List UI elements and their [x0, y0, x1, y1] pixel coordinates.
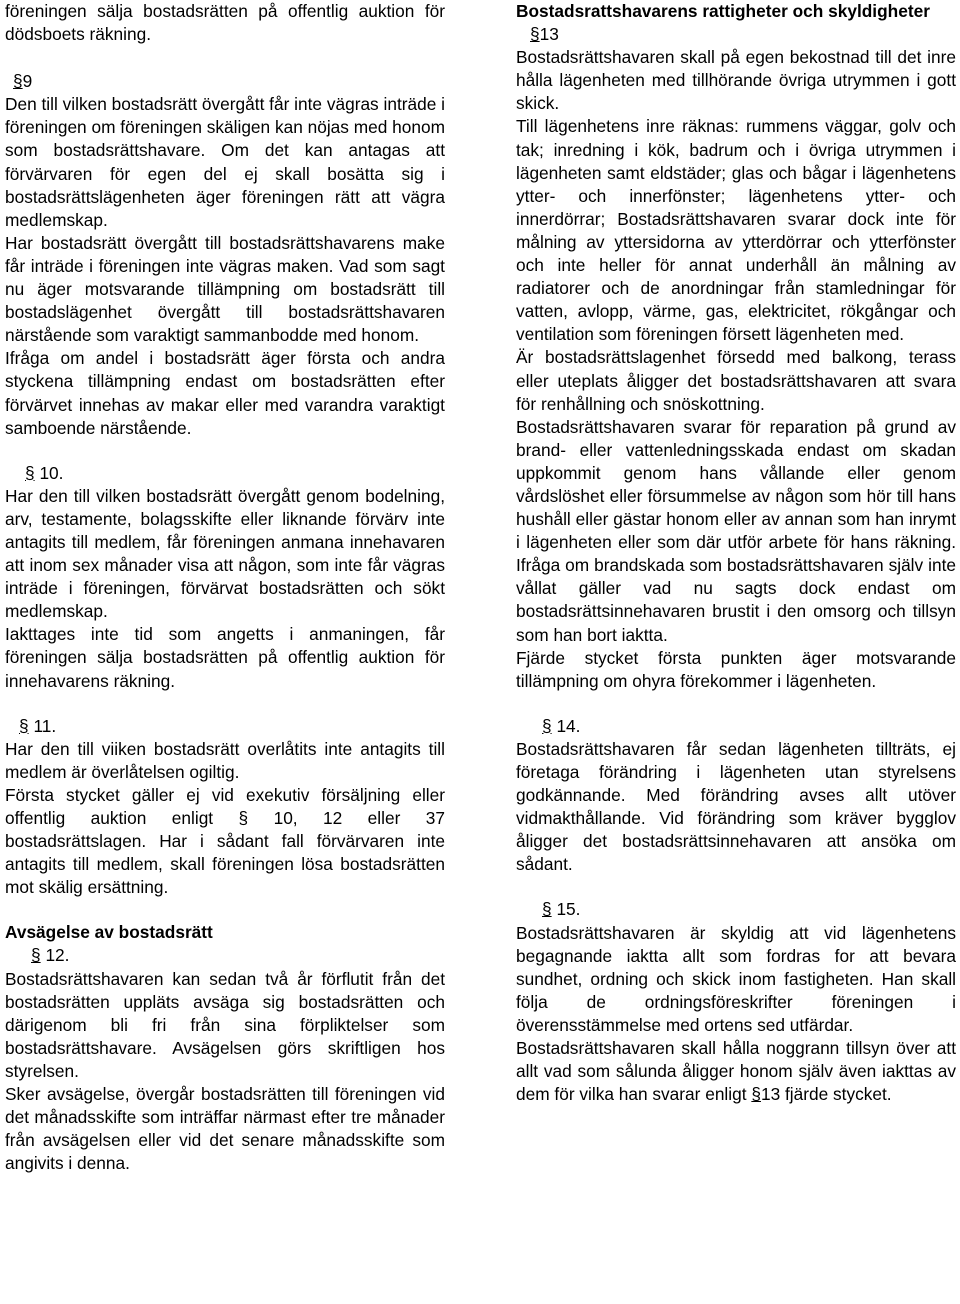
section-reference-text: 13 fjärde stycket. [760, 1084, 892, 1105]
section-15-number: § 15. [542, 899, 581, 920]
section-15-paragraph-2: Bostadsrättshavaren skall hålla noggrann tillsyn över att allt vad som sålunda åligger honom själv även iakttas av dem för vilka han svarar enligt §13 fjärde stycket. [516, 1038, 956, 1105]
section-10-paragraph-1: Har den till vilken bostadsrätt övergått genom bodelning, arv, testamente, bolagsskifte eller liknande förvärv inte antagits till medlem, får föreningen anmana innehavaren att inom sex månader visa att någon, som inte får vägras inträde i föreningen, förvärvat bostadsrätten och sökt medlemskap. [5, 485, 445, 622]
section-12-paragraph-2: Sker avsägelse, övergår bostadsrätten till föreningen vid det månadsskifte som inträffar närmast efter tre månader från avsägelsen eller vid det senare månadsskifte som angivits i denna. [5, 1084, 445, 1174]
section-9-paragraph-2: Har bostadsrätt övergått till bostadsrättshavarens make får inträde i föreningen inte vägras maken. Vad som sagt nu äger motsvarande tillämpning om bostadsrätt till bostadslägenhet övergått till bostadsrättshavaren närstående som varaktigt sammanbodde med honom. [5, 232, 445, 346]
section-9-number: §9 [13, 71, 33, 92]
section-11-number: § 11. [19, 715, 57, 736]
section-13-paragraph-5: Fjärde stycket första punkten äger motsvarande tillämpning om ohyra förekommer i lägenheten. [516, 647, 956, 691]
section-11-paragraph-2: Första stycket gäller ej vid exekutiv försäljning eller offentlig auktion enligt § 10, 12 eller 37 bostadsrättslagen. Har i sådant fall förvärvaren inte antagits till medlem, skall föreningen lösa bostadsrätten mot skälig ersättning. [5, 784, 445, 898]
heading-rattigheter: Bostadsrattshavarens rattigheter och skyldigheter [516, 1, 930, 21]
section-15-paragraph-1: Bostadsrättshavaren är skyldig att vid lägenhetens begagnande iaktta allt som fordras for att bevara sundhet, ordning och skick inom fastigheten. Han skall följa de ordningsföreskrifter föreningen i överensstämmelse med ortens sed utfärdar. [516, 922, 956, 1035]
section-11-paragraph-1: Har den till viiken bostadsrätt overlåtits inte antagits till medlem är överlåtelsen ogiltig. [5, 738, 445, 782]
heading-avsagelse: Avsägelse av bostadsrätt [5, 922, 213, 943]
section-12-number: § 12. [31, 945, 70, 966]
section-14-number: § 14. [542, 715, 581, 736]
section-12-paragraph-1: Bostadsrättshavaren kan sedan två år förflutit från det bostadsrätten uppläts avsäga sig bostadsrätten och därigenom bli fri från sina förpliktelser som bostadsrättshavare. Avsägelsen görs skriftligen hos styrelsen. [5, 968, 445, 1081]
section-13-paragraph-2: Till lägenhetens inre räknas: rummens väggar, golv och tak; inredning i kök, badrum och i övriga utrymmen i lägenheten samt eldstäder; glas och bågar i lägenhetens ytter- och innerfönster; lägenhetens ytter- och innerdörrar; Bostadsrättshavaren svarar dock inte för målning av yttersidorna av ytterdörrar och ytterfönster och inte heller för annat underhåll än målning av radiatorer och de anordningar från stamledningar för vatten, avlopp, värme, gas, elektricitet, rökgångar och ventilation som föreningen försett lägenheten med. [516, 116, 956, 345]
section-13-paragraph-1: Bostadsrättshavaren skall på egen bekostnad till det inre hålla lägenheten med tillhörande övriga utrymmen i gott skick. [516, 47, 956, 114]
section-10-number: § 10. [25, 462, 64, 483]
section-13-number: §13 [530, 24, 559, 45]
section-13-paragraph-3: Är bostadsrättslagenhet försedd med balkong, terass eller uteplats åligger det bostadsrättshavaren att svara för renhållning och snöskottning. [516, 347, 956, 414]
left-column [5, 0, 445, 1175]
section-9-paragraph-3: Ifråga om andel i bostadsrätt äger första och andra styckena tillämpning endast om bostadsrätten efter förvärvet innehas av makar eller med varandra varaktigt samboende närstående. [5, 348, 445, 438]
section-reference-symbol: § [751, 1084, 761, 1105]
section-9-paragraph-1: Den till vilken bostadsrätt övergått får inte vägras inträde i föreningen om föreningen skäligen kan nöjas med honom som bostadsrättshavare. Om det kan antagas att förvärvaren för egen del ej skall bosätta sig i bostadsrättslägenheten äger föreningen rätt att vägra medlemskap. [5, 94, 445, 230]
section-10-paragraph-2: Iakttages inte tid som angetts i anmaningen, får föreningen sälja bostadsrätten på offentlig auktion för innehavarens räkning. [5, 624, 445, 691]
right-column [516, 0, 956, 1106]
section-13-paragraph-4: Bostadsrättshavaren svarar för reparation på grund av brand- eller vattenledningsskada endast om skadan uppkommit genom hans vållande eller genom vårdslöshet eller försummelse av någon som hör till hans hushåll eller gästar honom eller av annan som han inrymt i lägenheten eller som där utför arbete för hans räkning. Ifråga om brandskada som bostadsrättshavaren själv inte vållat gäller vad nu sagts dock endast om bostadsrättsinnehavaren brustit i den omsorg och tillsyn som han bort iaktta. [516, 416, 956, 645]
intro-paragraph: föreningen sälja bostadsrätten på offentlig auktion för dödsboets räkning. [5, 1, 445, 45]
section-14-paragraph-1: Bostadsrättshavaren får sedan lägenheten tillträts, ej företaga förändring i lägenheten utan styrelsens godkännande. Med förändring avses allt utöver vidmakthållande. Vid förändring som kräver bygglov åligger det bostadsrättsinnehavaren att ansöka om sådant. [516, 738, 956, 875]
